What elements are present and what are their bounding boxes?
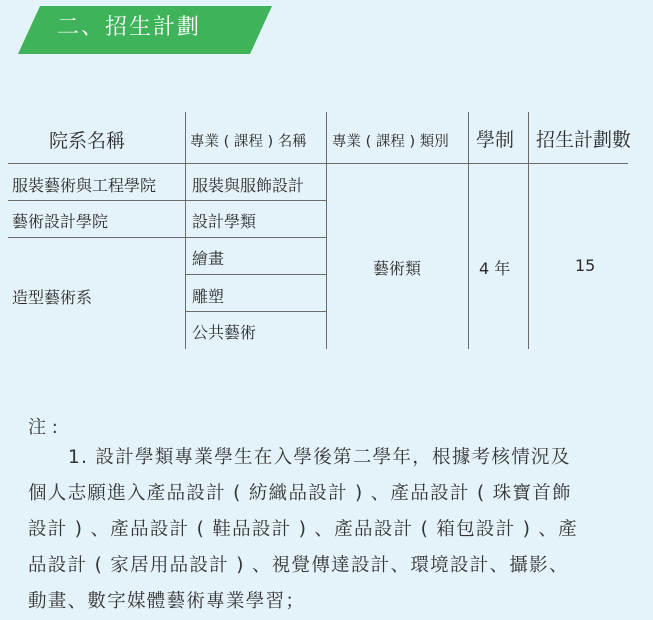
section-title: 二、招生計劃 (57, 15, 202, 40)
notes-line: 個人志願進入產品設計 ( 紡織品設計 ) 、產品設計 ( 珠寶首飾 (28, 483, 572, 504)
table-cell-program: 服裝與服飾設計 (192, 176, 305, 195)
notes-line-text: 1. 設計學類專業學生在入學後第二學年，根據考核情況及 (68, 447, 571, 468)
notes-line: 動畫、數字媒體藝術專業學習； (28, 591, 306, 612)
table-cell-program: 繪畫 (192, 249, 225, 268)
table-divider (8, 163, 628, 164)
table-divider (8, 237, 326, 238)
notes-line: 設計 ) 、產品設計 ( 鞋品設計 ) 、產品設計 ( 箱包設計 ) 、產 (28, 519, 578, 540)
notes-line: 品設計 ( 家居用品設計 ) 、視覺傳達設計、環境設計、攝影、 (28, 555, 569, 576)
notes-line (28, 440, 628, 476)
table-cell-program: 雕塑 (192, 287, 225, 306)
table-divider (8, 200, 326, 201)
header-program-name: 專業 ( 課程 ) 名稱 (190, 134, 307, 150)
table-cell-quota: 15 (575, 256, 596, 275)
notes-label: 注 : (28, 417, 58, 438)
table-cell-department: 服裝藝術與工程學院 (12, 176, 157, 195)
table-cell-program: 設計學類 (192, 212, 257, 231)
table-divider (185, 112, 186, 349)
table-cell-category: 藝術類 (373, 259, 422, 278)
header-duration: 學制 (476, 129, 515, 151)
table-divider (326, 112, 327, 349)
table-divider (528, 112, 529, 349)
table-cell-department: 造型藝術系 (12, 288, 93, 307)
header-quota: 招生計劃數 (536, 129, 632, 151)
header-program-category: 專業 ( 課程 ) 類別 (332, 134, 449, 150)
table-cell-program: 公共藝術 (192, 323, 257, 342)
notes-item-1 (28, 440, 628, 620)
header-department: 院系名稱 (49, 130, 126, 152)
table-divider (468, 112, 469, 349)
table-divider (185, 311, 326, 312)
table-cell-duration: 4 年 (479, 259, 511, 278)
table-divider (185, 274, 326, 275)
table-cell-department: 藝術設計學院 (12, 212, 109, 231)
